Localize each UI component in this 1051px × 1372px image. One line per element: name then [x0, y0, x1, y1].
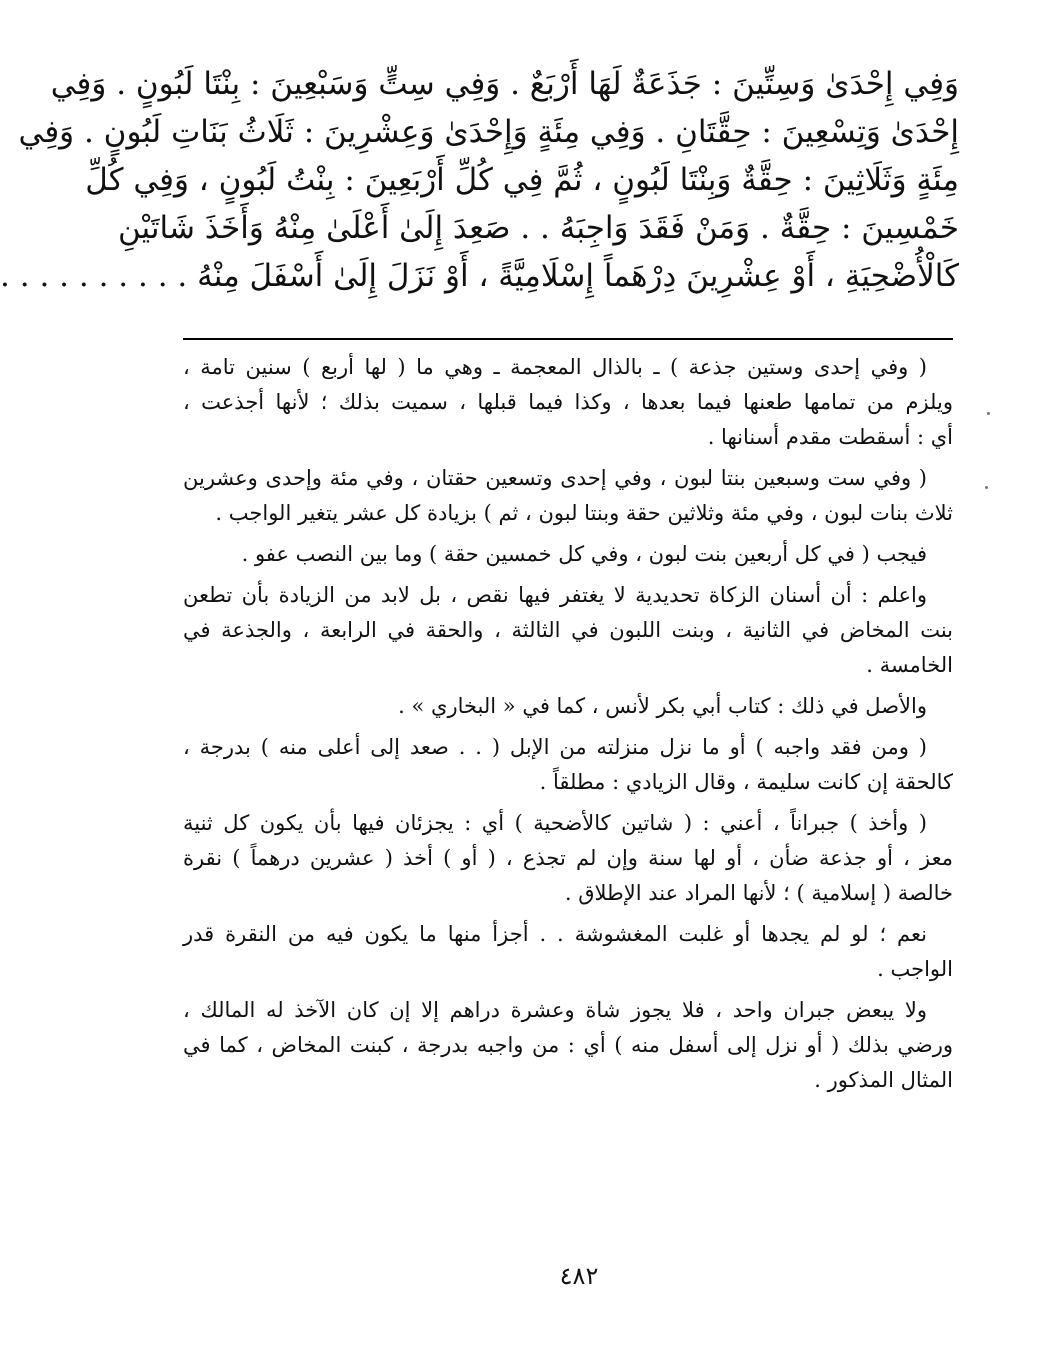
commentary-line: كالحقة إن كانت سليمة ، وقال الزيادي : مطلقاً . [539, 770, 953, 794]
commentary-line: الواجب . [877, 957, 953, 981]
commentary-paragraph [183, 689, 953, 724]
page-number: ٤٨٢ [559, 1262, 599, 1290]
margin-mark [985, 486, 988, 489]
commentary-line: واعلم : أن أسنان الزكاة تحديدية لا يغتفر فيها نقص ، بل لابد من الزيادة بأن تطعن [183, 583, 927, 607]
commentary-line: ولا يبعض جبران واحد ، فلا يجوز شاة وعشرة دراهم إلا إن كان الآخذ له المالك ، [183, 998, 927, 1022]
commentary-paragraph [183, 461, 953, 531]
separator-rule [183, 338, 953, 340]
main-text-line: إِحْدَىٰ وَتِسْعِينَ : حِقَّتَانِ . وَفِي مِئَةٍ وَإِحْدَىٰ وَعِشْرِينَ : ثَلَاثُ بَنَاتِ لَبُونٍ . وَفِي [18, 114, 959, 150]
main-text-line: كَالْأُضْحِيَةِ ، أَوْ عِشْرِينَ دِرْهَماً إِسْلَامِيَّةً ، أَوْ نَزَلَ إِلَىٰ أَسْفَلَ مِنْهُ . . . . . . . . . . [0, 258, 959, 294]
commentary-line: ( وفي إحدى وستين جذعة ) ـ بالذال المعجمة ـ وهي ما ( لها أربع ) سنين تامة ، [183, 355, 927, 379]
commentary-line: أي : أسقطت مقدم أسنانها . [707, 425, 953, 449]
commentary [183, 350, 953, 1104]
commentary-paragraph [183, 578, 953, 683]
commentary-line: بنت المخاض في الثانية ، وبنت اللبون في الثالثة ، والحقة في الرابعة ، والجذعة في [183, 618, 953, 642]
commentary-line: والأصل في ذلك : كتاب أبي بكر لأنس ، كما في « البخاري » . [398, 694, 927, 718]
main-text [0, 60, 959, 300]
commentary-paragraph [183, 806, 953, 911]
commentary-line: ( وفي ست وسبعين بنتا لبون ، وفي إحدى وتسعين حقتان ، وفي مئة وإحدى وعشرين [183, 466, 927, 490]
commentary-paragraph [183, 993, 953, 1098]
commentary-line: المثال المذكور . [814, 1068, 953, 1092]
margin-mark [987, 412, 990, 415]
commentary-line: خالصة ( إسلامية ) ؛ لأنها المراد عند الإطلاق . [564, 881, 953, 905]
main-text-line: مِئَةٍ وَثَلَاثِينَ : حِقَّةٌ وَبِنْتَا لَبُونٍ ، ثُمَّ فِي كُلِّ أَرْبَعِينَ : بِنْتُ لَبُونٍ ، وَفِي كُلِّ [85, 162, 959, 198]
commentary-line: ( وأخذ ) جبراناً ، أعني : ( شاتين كالأضحية ) أي : يجزئان فيها بأن يكون كل ثنية [183, 811, 927, 835]
commentary-paragraph [183, 537, 953, 572]
commentary-line: معز ، أو جذعة ضأن ، أو لها سنة وإن لم تجذع ، ( أو ) أخذ ( عشرين درهماً ) نقرة [183, 846, 953, 870]
main-text-line: خَمْسِينَ : حِقَّةٌ . وَمَنْ فَقَدَ وَاجِبَهُ . . صَعِدَ إِلَىٰ أَعْلَىٰ مِنْهُ وَأَخَذَ شَاتَيْنِ [117, 210, 959, 246]
commentary-line: ( ومن فقد واجبه ) أو ما نزل منزلته من الإبل ( . . صعد إلى أعلى منه ) بدرجة ، [183, 735, 927, 759]
commentary-line: ورضي بذلك ( أو نزل إلى أسفل منه ) أي : من واجبه بدرجة ، كبنت المخاض ، كما في [183, 1033, 953, 1057]
commentary-paragraph [183, 730, 953, 800]
main-text-line: وَفِي إِحْدَىٰ وَسِتِّينَ : جَذَعَةٌ لَهَا أَرْبَعٌ . وَفِي سِتٍّ وَسَبْعِينَ : بِنْتَا لَبُونٍ . وَفِي [50, 66, 959, 102]
commentary-line: فيجب ( في كل أربعين بنت لبون ، وفي كل خمسين حقة ) وما بين النصب عفو . [241, 542, 927, 566]
commentary-paragraph [183, 350, 953, 455]
commentary-line: ويلزم من تمامها طعنها فيما بعدها ، وكذا فيما قبلها ، سميت بذلك ؛ لأنها أجذعت ، [183, 390, 953, 414]
commentary-line: الخامسة . [866, 653, 953, 677]
commentary-paragraph [183, 917, 953, 987]
commentary-line: نعم ؛ لو لم يجدها أو غلبت المغشوشة . . أجزأ منها ما يكون فيه من النقرة قدر [183, 922, 927, 946]
commentary-line: ثلاث بنات لبون ، وفي مئة وثلاثين حقة وبنتا لبون ، ثم ) بزيادة كل عشر يتغير الواجب . [215, 501, 953, 525]
